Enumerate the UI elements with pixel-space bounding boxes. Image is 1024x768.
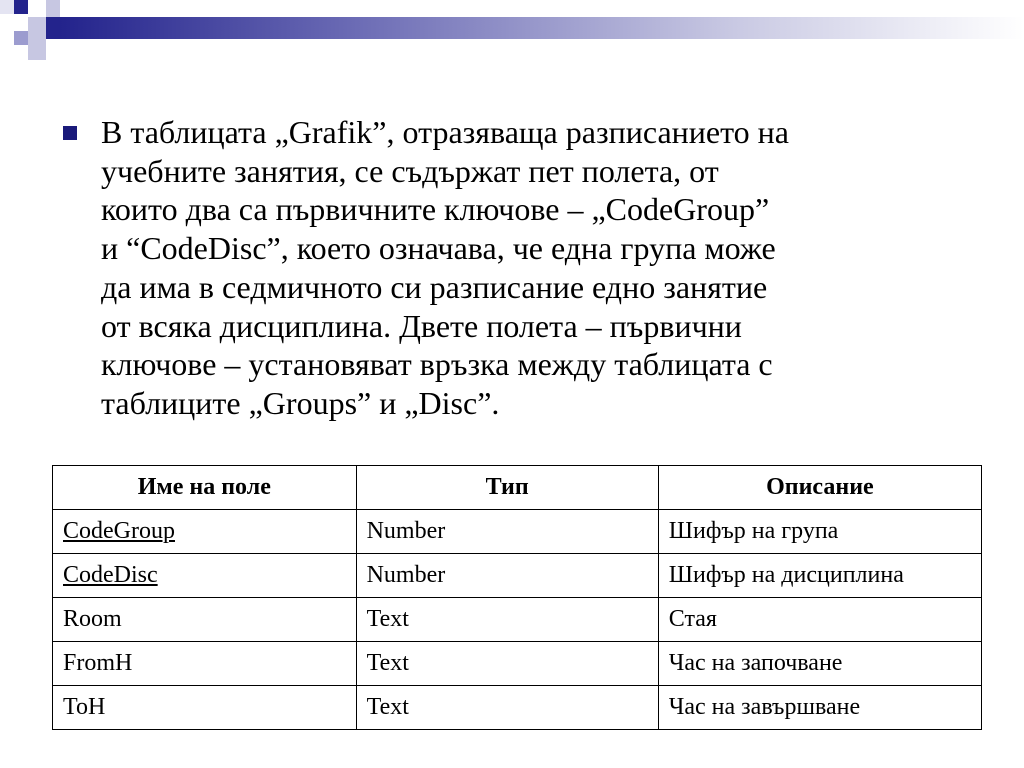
cell-description: Шифър на група	[658, 510, 981, 554]
primary-key-field-name: CodeGroup	[63, 518, 175, 544]
cell-field-name: Room	[53, 598, 357, 642]
corner-decoration	[46, 0, 60, 17]
cell-description: Стая	[658, 598, 981, 642]
primary-key-field-name: CodeDisc	[63, 562, 158, 588]
table-row	[53, 642, 982, 686]
cell-type: Text	[356, 642, 658, 686]
corner-decoration	[28, 39, 46, 60]
cell-description: Час на започване	[658, 642, 981, 686]
fields-table	[52, 465, 982, 730]
table-row	[53, 510, 982, 554]
cell-field-name: FromH	[53, 642, 357, 686]
corner-decoration	[14, 31, 28, 45]
corner-decoration	[14, 0, 28, 14]
header-description: Описание	[658, 466, 981, 510]
cell-description: Час на завършване	[658, 686, 981, 730]
corner-decoration	[0, 0, 14, 14]
header-gradient-bar	[60, 17, 1024, 39]
table-row	[53, 686, 982, 730]
corner-decoration	[0, 14, 14, 31]
cell-type: Text	[356, 598, 658, 642]
header-field-name: Име на поле	[53, 466, 357, 510]
corner-decoration	[28, 17, 46, 39]
square-bullet-icon	[63, 126, 77, 140]
cell-type: Number	[356, 554, 658, 598]
table-row	[53, 598, 982, 642]
table-header-row	[53, 466, 982, 510]
body-paragraph: В таблицата „Grafik”, отразяваща разписанието на учебните занятия, се съдържат пет полета, от които два са първичните ключове – „CodeGroup” и “CodeDisc”, което означава, че една група може да има в седмичното си разписание едно занятие от всяка дисциплина. Двете полета – първични ключове – установяват връзка между таблицата с таблиците „Groups” и „Disc”.	[101, 114, 789, 421]
cell-field-name	[53, 554, 357, 598]
cell-field-name: ToH	[53, 686, 357, 730]
cell-type: Text	[356, 686, 658, 730]
table-row	[53, 554, 982, 598]
header-type: Тип	[356, 466, 658, 510]
corner-decoration	[46, 17, 60, 39]
cell-type: Number	[356, 510, 658, 554]
cell-description: Шифър на дисциплина	[658, 554, 981, 598]
cell-field-name	[53, 510, 357, 554]
